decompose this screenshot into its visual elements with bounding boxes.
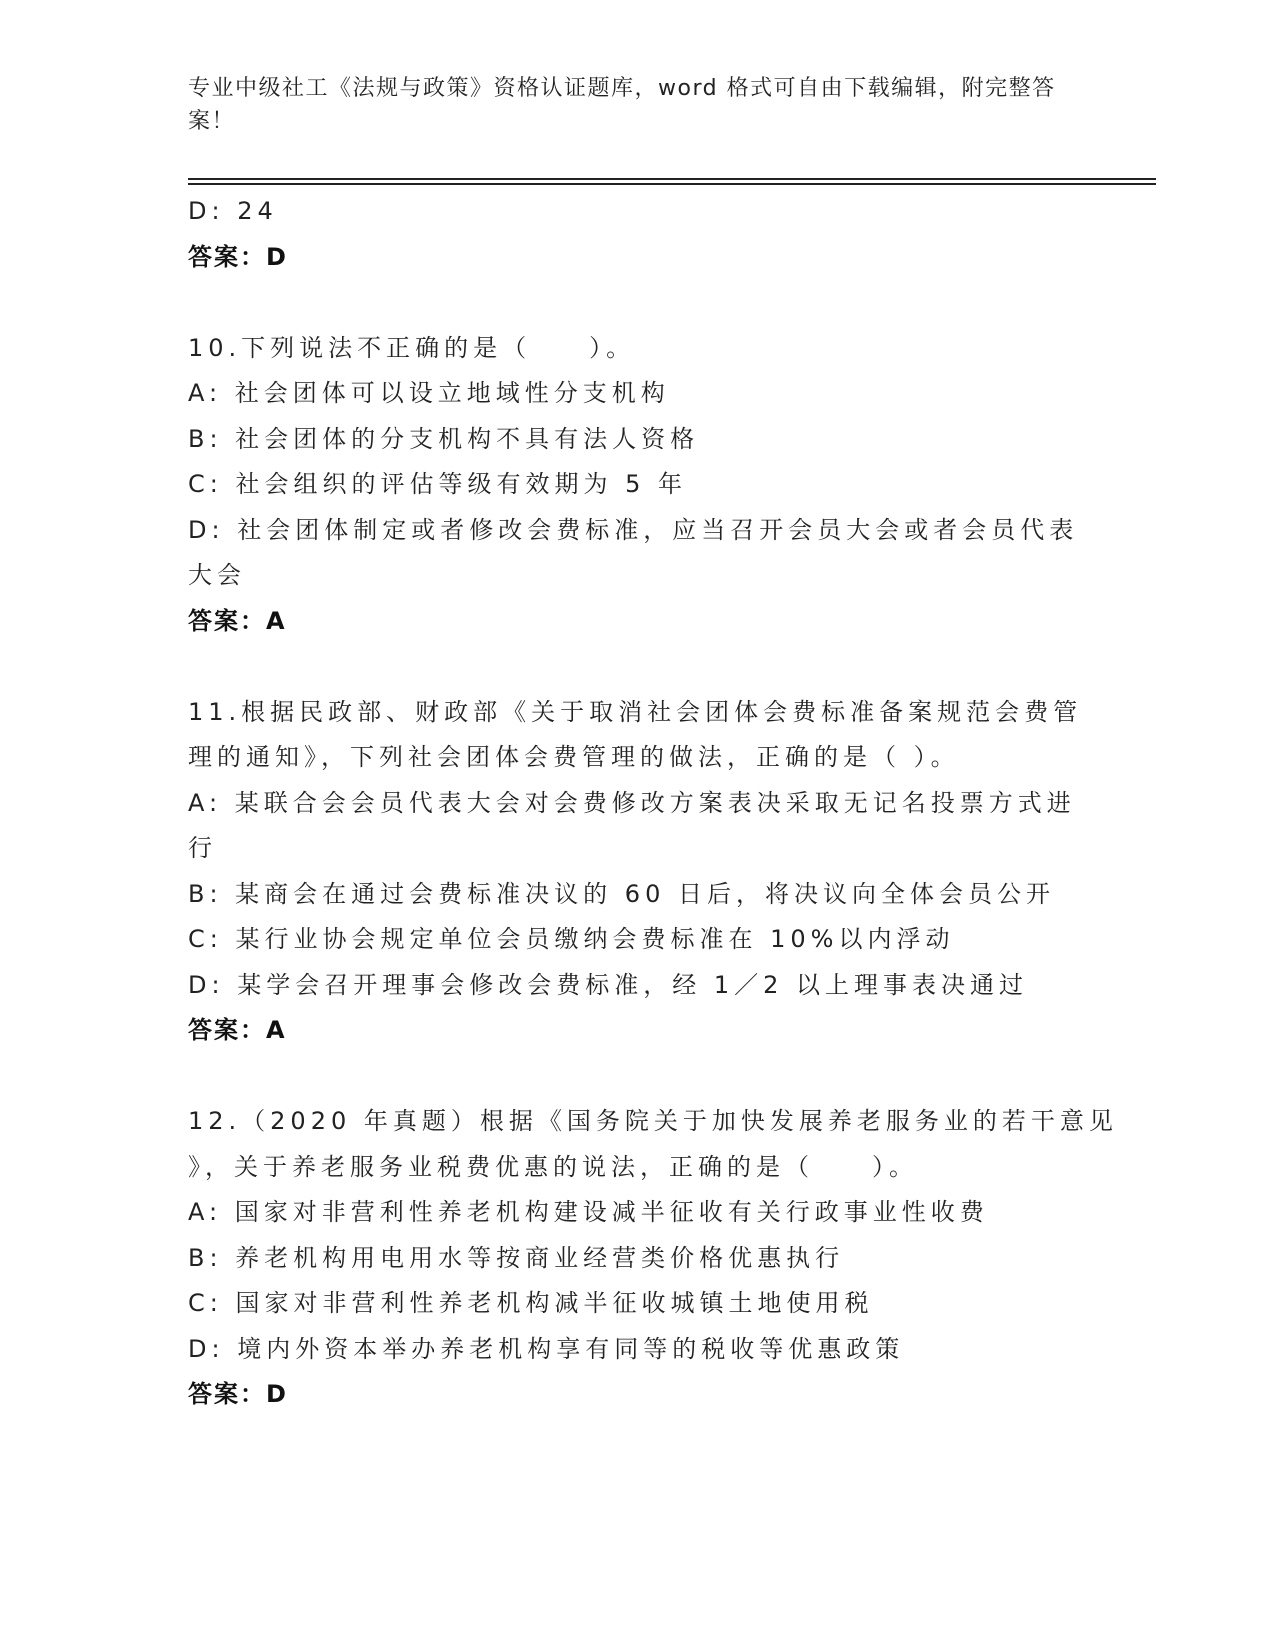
answer: 答案：D xyxy=(188,1380,288,1408)
spacer xyxy=(188,644,1088,690)
answer-prev: 答案：D xyxy=(188,242,288,271)
answer: 答案：A xyxy=(188,606,287,635)
spacer xyxy=(188,1054,1088,1100)
option-a: A: 社会团体可以设立地域性分支机构 xyxy=(188,379,670,407)
option-c: C: 社会组织的评估等级有效期为 5 年 xyxy=(188,470,687,498)
option-c: C: 国家对非营利性养老机构减半征收城镇土地使用税 xyxy=(188,1289,874,1317)
option-d-prev: D: 24 xyxy=(188,197,278,225)
option-b: B: 养老机构用电用水等按商业经营类价格优惠执行 xyxy=(188,1243,845,1272)
spacer xyxy=(188,280,1088,326)
option-d: D: 社会团体制定或者修改会费标准，应当召开会员大会或者会员代表 xyxy=(188,515,1079,544)
question-stem-continued: 》，关于养老服务业税费优惠的说法，正确的是（ ）。 xyxy=(188,1152,918,1181)
question-stem: 11.根据民政部、财政部《关于取消社会团体会费标准备案规范会费管 xyxy=(188,697,1083,726)
question-11 xyxy=(188,690,1088,1054)
option-d: D: 某学会召开理事会修改会费标准，经 1／2 以上理事表决通过 xyxy=(188,970,1028,999)
answer: 答案：A xyxy=(188,1016,287,1044)
option-c: C: 某行业协会规定单位会员缴纳会费标准在 10%以内浮动 xyxy=(188,925,955,953)
option-a: A: 国家对非营利性养老机构建设减半征收有关行政事业性收费 xyxy=(188,1198,989,1226)
option-a-continued: 行 xyxy=(188,834,217,862)
question-stem-continued: 理的通知》，下列社会团体会费管理的做法，正确的是（ ）。 xyxy=(188,743,960,771)
question-content xyxy=(188,189,1118,1418)
question-stem: 10.下列说法不正确的是（ ）。 xyxy=(188,333,636,362)
option-d-continued: 大会 xyxy=(188,561,246,589)
question-12 xyxy=(188,1099,1118,1418)
option-b: B: 某商会在通过会费标准决议的 60 日后，将决议向全体会员公开 xyxy=(188,879,1055,908)
option-d: D: 境内外资本举办养老机构享有同等的税收等优惠政策 xyxy=(188,1334,905,1363)
page-header-title: 专业中级社工《法规与政策》资格认证题库，word 格式可自由下载编辑，附完整答案！ xyxy=(188,76,1056,134)
header-divider-top xyxy=(188,178,1156,180)
header-divider-bottom xyxy=(188,183,1156,185)
option-b: B: 社会团体的分支机构不具有法人资格 xyxy=(188,424,700,453)
option-a: A: 某联合会会员代表大会对会费修改方案表决采取无记名投票方式进 xyxy=(188,788,1076,817)
question-10 xyxy=(188,326,1088,645)
question-stem: 12.（2020 年真题）根据《国务院关于加快发展养老服务业的若干意见 xyxy=(188,1107,1118,1135)
